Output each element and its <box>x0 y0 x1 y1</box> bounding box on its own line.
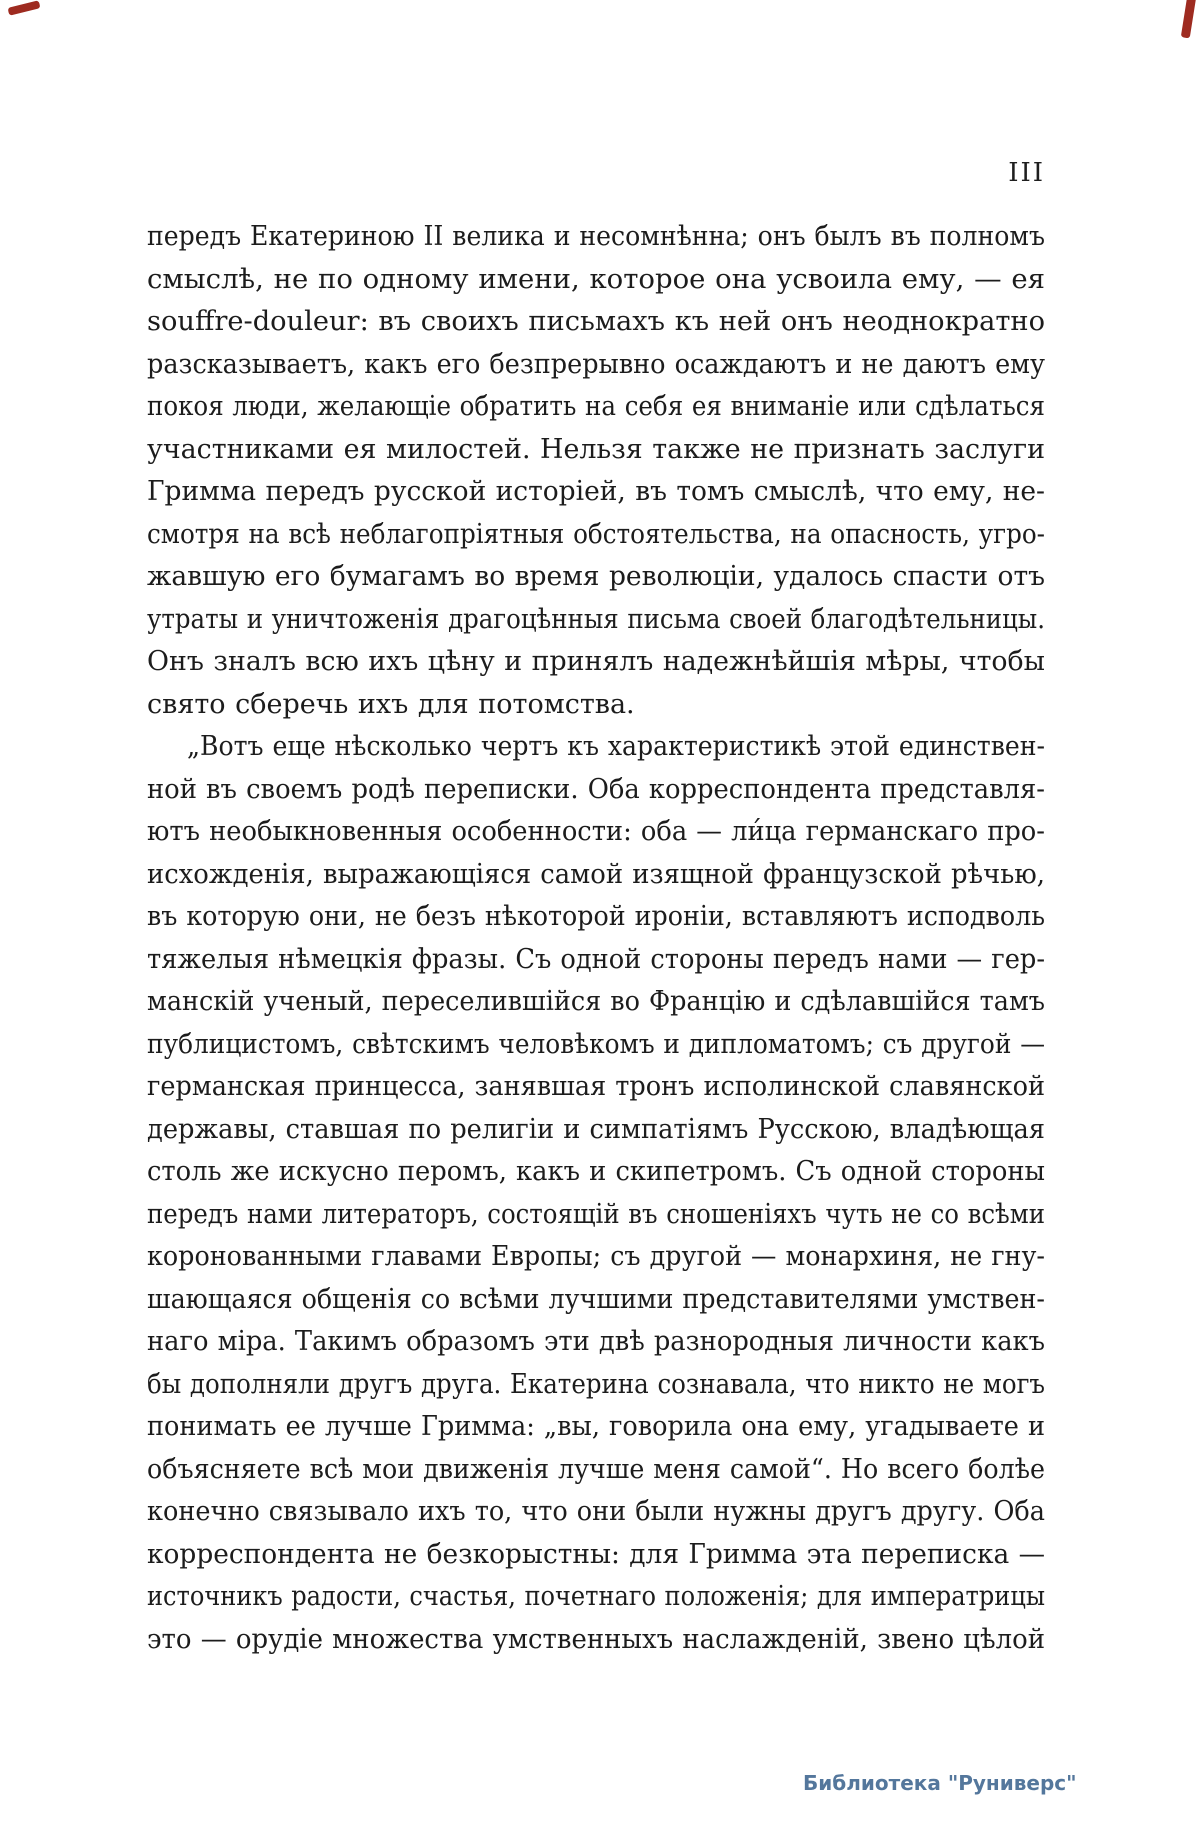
text-line: исхожденія, выражающіяся самой изящной французской рѣчью, <box>147 858 1045 890</box>
text-line: ютъ необыкновенныя особенности: оба — ли́ца германскаго про- <box>147 816 1045 847</box>
text-line: коронованными главами Европы; съ другой — монархиня, не гну- <box>147 1241 1045 1272</box>
text-line: передъ Екатериною II велика и несомнѣнна; онъ былъ въ полномъ <box>147 221 1045 252</box>
text-line: это — орудіе множества умственныхъ наслажденій, звено цѣлой <box>147 1623 1045 1655</box>
text-line: смотря на всѣ неблагопріятныя обстоятельства, на опасность, угро- <box>147 518 1045 550</box>
text-line: шающаяся общенія со всѣми лучшими представителями умствен- <box>147 1283 1045 1315</box>
text-line: наго міра. Такимъ образомъ эти двѣ разнородныя личности какъ <box>147 1326 1045 1357</box>
text-line: Гримма передъ русской исторіей, въ томъ смыслѣ, что ему, не- <box>147 476 1045 507</box>
red-crop-mark-top-right-icon <box>1181 0 1196 38</box>
text-line: жавшую его бумагамъ во время революціи, удалось спасти отъ <box>147 561 1045 592</box>
text-line: германская принцесса, занявшая тронъ исполинской славянской <box>147 1071 1045 1102</box>
text-line: Онъ зналъ всю ихъ цѣну и принялъ надежнѣйшія мѣры, чтобы <box>147 646 1045 677</box>
text-line: бы дополняли другъ друга. Екатерина сознавала, что никто не могъ <box>147 1368 1045 1400</box>
text-line: свято сберечь ихъ для потомства. <box>147 688 635 720</box>
text-line: источникъ радости, счастья, почетнаго положенія; для императрицы <box>147 1581 1045 1612</box>
text-line: передъ нами литераторъ, состоящій въ сношеніяхъ чуть не со всѣми <box>147 1198 1045 1230</box>
text-line: въ которую они, не безъ нѣкоторой ироніи, вставляютъ исподволь <box>147 901 1045 932</box>
text-line: публицистомъ, свѣтскимъ человѣкомъ и дипломатомъ; съ другой — <box>147 1028 1045 1060</box>
text-line: тяжелыя нѣмецкія фразы. Съ одной стороны передъ нами — гер- <box>147 943 1045 975</box>
text-line: ной въ своемъ родѣ переписки. Оба корреспондента представля- <box>147 773 1045 805</box>
text-line: „Вотъ еще нѣсколько чертъ къ характеристикѣ этой единствен- <box>187 731 1045 762</box>
library-watermark: Библиотека "Руниверс" <box>803 1771 1077 1795</box>
text-line: державы, ставшая по религіи и симпатіямъ Русскою, владѣющая <box>147 1113 1045 1145</box>
text-line: манскій ученый, переселившійся во Францію и сдѣлавшійся тамъ <box>147 986 1045 1017</box>
page-number: III <box>1008 158 1045 188</box>
text-line: souffre-douleur: въ своихъ письмахъ къ ней онъ неоднократно <box>147 306 1045 337</box>
text-line: утраты и уничтоженія драгоцѣнныя письма своей благодѣтельницы. <box>147 603 1045 635</box>
text-line: понимать ее лучше Гримма: „вы, говорила она ему, угадываете и <box>147 1411 1045 1442</box>
text-line: конечно связывало ихъ то, что они были нужны другъ другу. Оба <box>147 1496 1045 1527</box>
text-line: разсказываетъ, какъ его безпрерывно осаждаютъ и не даютъ ему <box>147 348 1045 380</box>
text-line: корреспондента не безкорыстны: для Гримма эта переписка — <box>147 1538 1045 1570</box>
body-text-block <box>147 216 1045 1661</box>
text-line: смыслѣ, не по одному имени, которое она усвоила ему, — ея <box>147 263 1045 295</box>
text-line: покоя люди, желающіе обратить на себя ея вниманіе или сдѣлаться <box>147 391 1045 422</box>
text-line: объясняете всѣ мои движенія лучше меня самой“. Но всего болѣе <box>147 1453 1045 1485</box>
text-line: участниками ея милостей. Нельзя также не признать заслуги <box>147 433 1045 465</box>
red-crop-mark-top-left-icon <box>8 0 41 16</box>
text-line: столь же искусно перомъ, какъ и скипетромъ. Съ одной стороны <box>147 1156 1045 1187</box>
